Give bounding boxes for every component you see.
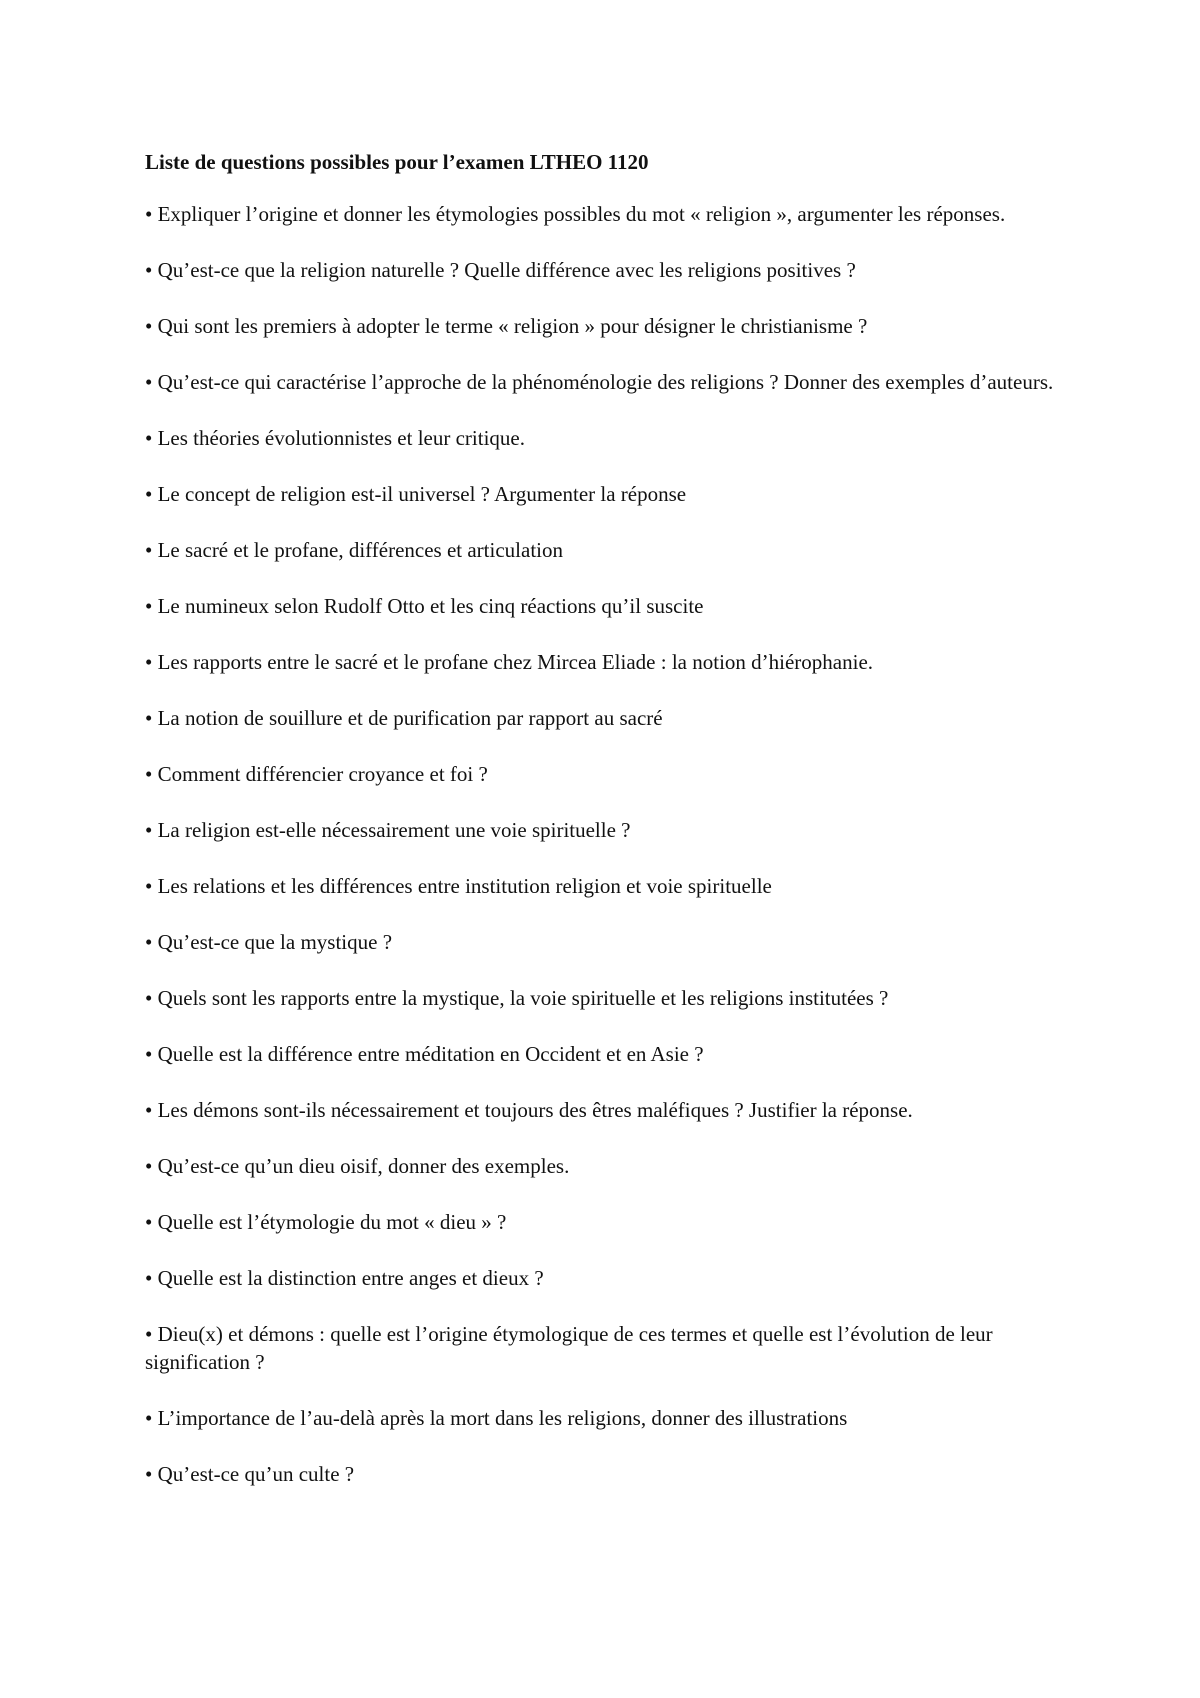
page-title: Liste de questions possibles pour l’examen LTHEO 1120 <box>145 150 649 174</box>
question-item: • Les démons sont-ils nécessairement et toujours des êtres maléfiques ? Justifier la réponse. <box>145 1098 913 1122</box>
question-item: • Le numineux selon Rudolf Otto et les cinq réactions qu’il suscite <box>145 594 704 618</box>
question-item: • Quels sont les rapports entre la mystique, la voie spirituelle et les religions institutées ? <box>145 986 889 1010</box>
question-item: • Les rapports entre le sacré et le profane chez Mircea Eliade : la notion d’hiérophanie. <box>145 650 874 674</box>
question-item: • L’importance de l’au-delà après la mort dans les religions, donner des illustrations <box>145 1406 848 1430</box>
question-item: • Quelle est l’étymologie du mot « dieu » ? <box>145 1210 507 1234</box>
question-item: • Qu’est-ce qui caractérise l’approche de la phénoménologie des religions ? Donner des exemples d’auteurs. <box>145 370 1054 394</box>
question-item: • La notion de souillure et de purification par rapport au sacré <box>145 706 663 730</box>
question-item: • Dieu(x) et démons : quelle est l’origine étymologique de ces termes et quelle est l’évolution de leur signification ? <box>145 1322 993 1374</box>
question-item: • Les théories évolutionnistes et leur critique. <box>145 426 525 450</box>
document-content <box>145 148 1060 1516</box>
question-list <box>145 200 1060 1488</box>
question-item: • Expliquer l’origine et donner les étymologies possibles du mot « religion », argumenter les réponses. <box>145 202 1006 226</box>
question-item: • Quelle est la distinction entre anges et dieux ? <box>145 1266 544 1290</box>
question-item: • Le sacré et le profane, différences et articulation <box>145 538 563 562</box>
question-item: • Qu’est-ce que la religion naturelle ? Quelle différence avec les religions positives ? <box>145 258 856 282</box>
question-item: • Le concept de religion est-il universel ? Argumenter la réponse <box>145 482 687 506</box>
question-item: • La religion est-elle nécessairement une voie spirituelle ? <box>145 818 631 842</box>
question-item: • Qu’est-ce qu’un dieu oisif, donner des exemples. <box>145 1154 570 1178</box>
question-item: • Qui sont les premiers à adopter le terme « religion » pour désigner le christianisme ? <box>145 314 868 338</box>
question-item: • Qu’est-ce que la mystique ? <box>145 930 393 954</box>
question-item: • Les relations et les différences entre institution religion et voie spirituelle <box>145 874 772 898</box>
question-item: • Quelle est la différence entre méditation en Occident et en Asie ? <box>145 1042 704 1066</box>
question-item: • Comment différencier croyance et foi ? <box>145 762 488 786</box>
question-item: • Qu’est-ce qu’un culte ? <box>145 1462 355 1486</box>
